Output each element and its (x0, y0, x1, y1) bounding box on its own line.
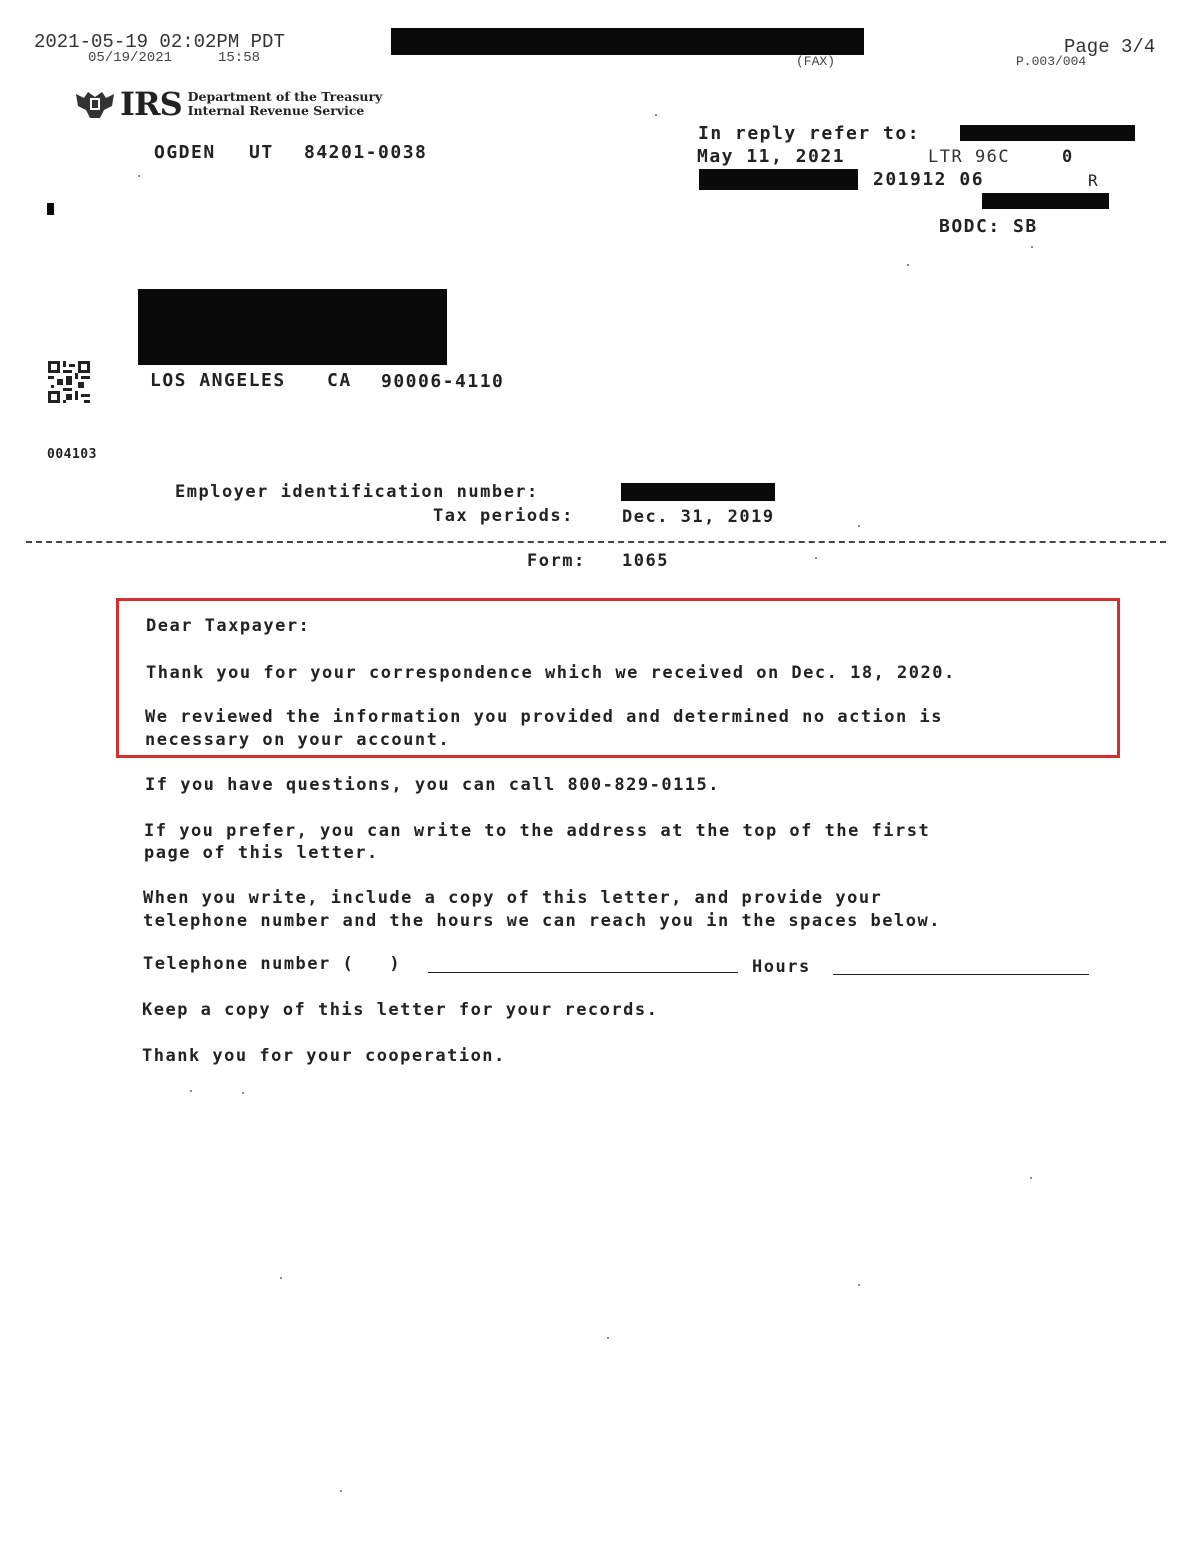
speck (858, 1284, 860, 1286)
hours-label: Hours (752, 957, 811, 977)
speck (138, 175, 140, 177)
redacted-fax-number (391, 28, 864, 55)
fax-label: (FAX) (796, 54, 836, 69)
page-small: P.003/004 (1016, 54, 1087, 69)
agency-state: UT (249, 142, 274, 163)
paragraph-2-line1: We reviewed the information you provided and determined no action is (145, 707, 943, 727)
fax-datetime: 2021-05-19 02:02PM PDT (34, 31, 285, 53)
ein-label: Employer identification number: (175, 482, 539, 502)
closing: Thank you for your cooperation. (142, 1046, 506, 1066)
separator-line (26, 541, 1166, 543)
salutation: Dear Taxpayer: (146, 616, 311, 636)
letter-code: LTR 96C (928, 147, 1011, 167)
paragraph-3: If you have questions, you can call 800-829-0115. (145, 775, 721, 795)
form-value: 1065 (622, 551, 669, 571)
redacted-ein (621, 483, 775, 501)
paragraph-5-line2: telephone number and the hours we can reach you in the spaces below. (143, 911, 941, 931)
redacted-recipient-name (138, 289, 447, 365)
redacted-id (699, 169, 858, 190)
reply-label: In reply refer to: (698, 123, 921, 144)
tax-periods-label: Tax periods: (433, 506, 574, 526)
barcode-icon (48, 361, 90, 403)
redacted-reference (960, 125, 1135, 141)
speck (280, 1277, 282, 1279)
paragraph-1: Thank you for your correspondence which we received on Dec. 18, 2020. (146, 663, 956, 683)
telephone-label: Telephone number ( ) (143, 954, 402, 974)
irs-dept-line2: Internal Revenue Service (187, 103, 365, 118)
irs-wordmark: IRS (120, 85, 182, 123)
sequence-number: 004103 (47, 447, 97, 462)
telephone-field[interactable] (428, 972, 738, 973)
paragraph-4-line1: If you prefer, you can write to the address at the top of the first (144, 821, 931, 841)
irs-department (188, 90, 383, 118)
irs-logo (74, 86, 382, 122)
speck (1030, 1177, 1032, 1179)
code-r: R (1088, 171, 1100, 190)
speck (607, 1337, 609, 1339)
irs-dept-line1: Department of the Treasury (187, 89, 383, 104)
speck (242, 1092, 244, 1094)
speck (1031, 246, 1033, 248)
tax-periods-value: Dec. 31, 2019 (622, 507, 775, 527)
letter-date: May 11, 2021 (697, 146, 846, 167)
code-zero: 0 (1062, 147, 1074, 167)
paragraph-6: Keep a copy of this letter for your records. (142, 1000, 659, 1020)
bodc: BODC: SB (939, 216, 1038, 237)
recipient-city: LOS ANGELES (150, 370, 286, 391)
agency-city: OGDEN (154, 142, 216, 163)
fax-date-small: 05/19/2021 (88, 50, 173, 66)
paragraph-2-line2: necessary on your account. (145, 730, 451, 750)
speck (815, 557, 817, 559)
agency-zip: 84201-0038 (304, 142, 428, 163)
period-code: 201912 06 (873, 169, 985, 190)
speck (340, 1490, 342, 1492)
eagle-icon (74, 88, 116, 120)
speck (655, 114, 657, 116)
paragraph-5-line1: When you write, include a copy of this letter, and provide your (143, 888, 883, 908)
recipient-state: CA (327, 370, 352, 391)
speck (190, 1090, 192, 1092)
paragraph-4-line2: page of this letter. (144, 843, 379, 863)
margin-mark (47, 203, 54, 215)
recipient-zip: 90006-4110 (381, 371, 505, 392)
page-label: Page 3/4 (1064, 36, 1156, 58)
form-label: Form: (527, 551, 586, 571)
fax-time-small: 15:58 (218, 50, 261, 66)
redacted-code (982, 193, 1109, 209)
speck (907, 264, 909, 266)
hours-field[interactable] (833, 974, 1089, 975)
speck (858, 525, 860, 527)
